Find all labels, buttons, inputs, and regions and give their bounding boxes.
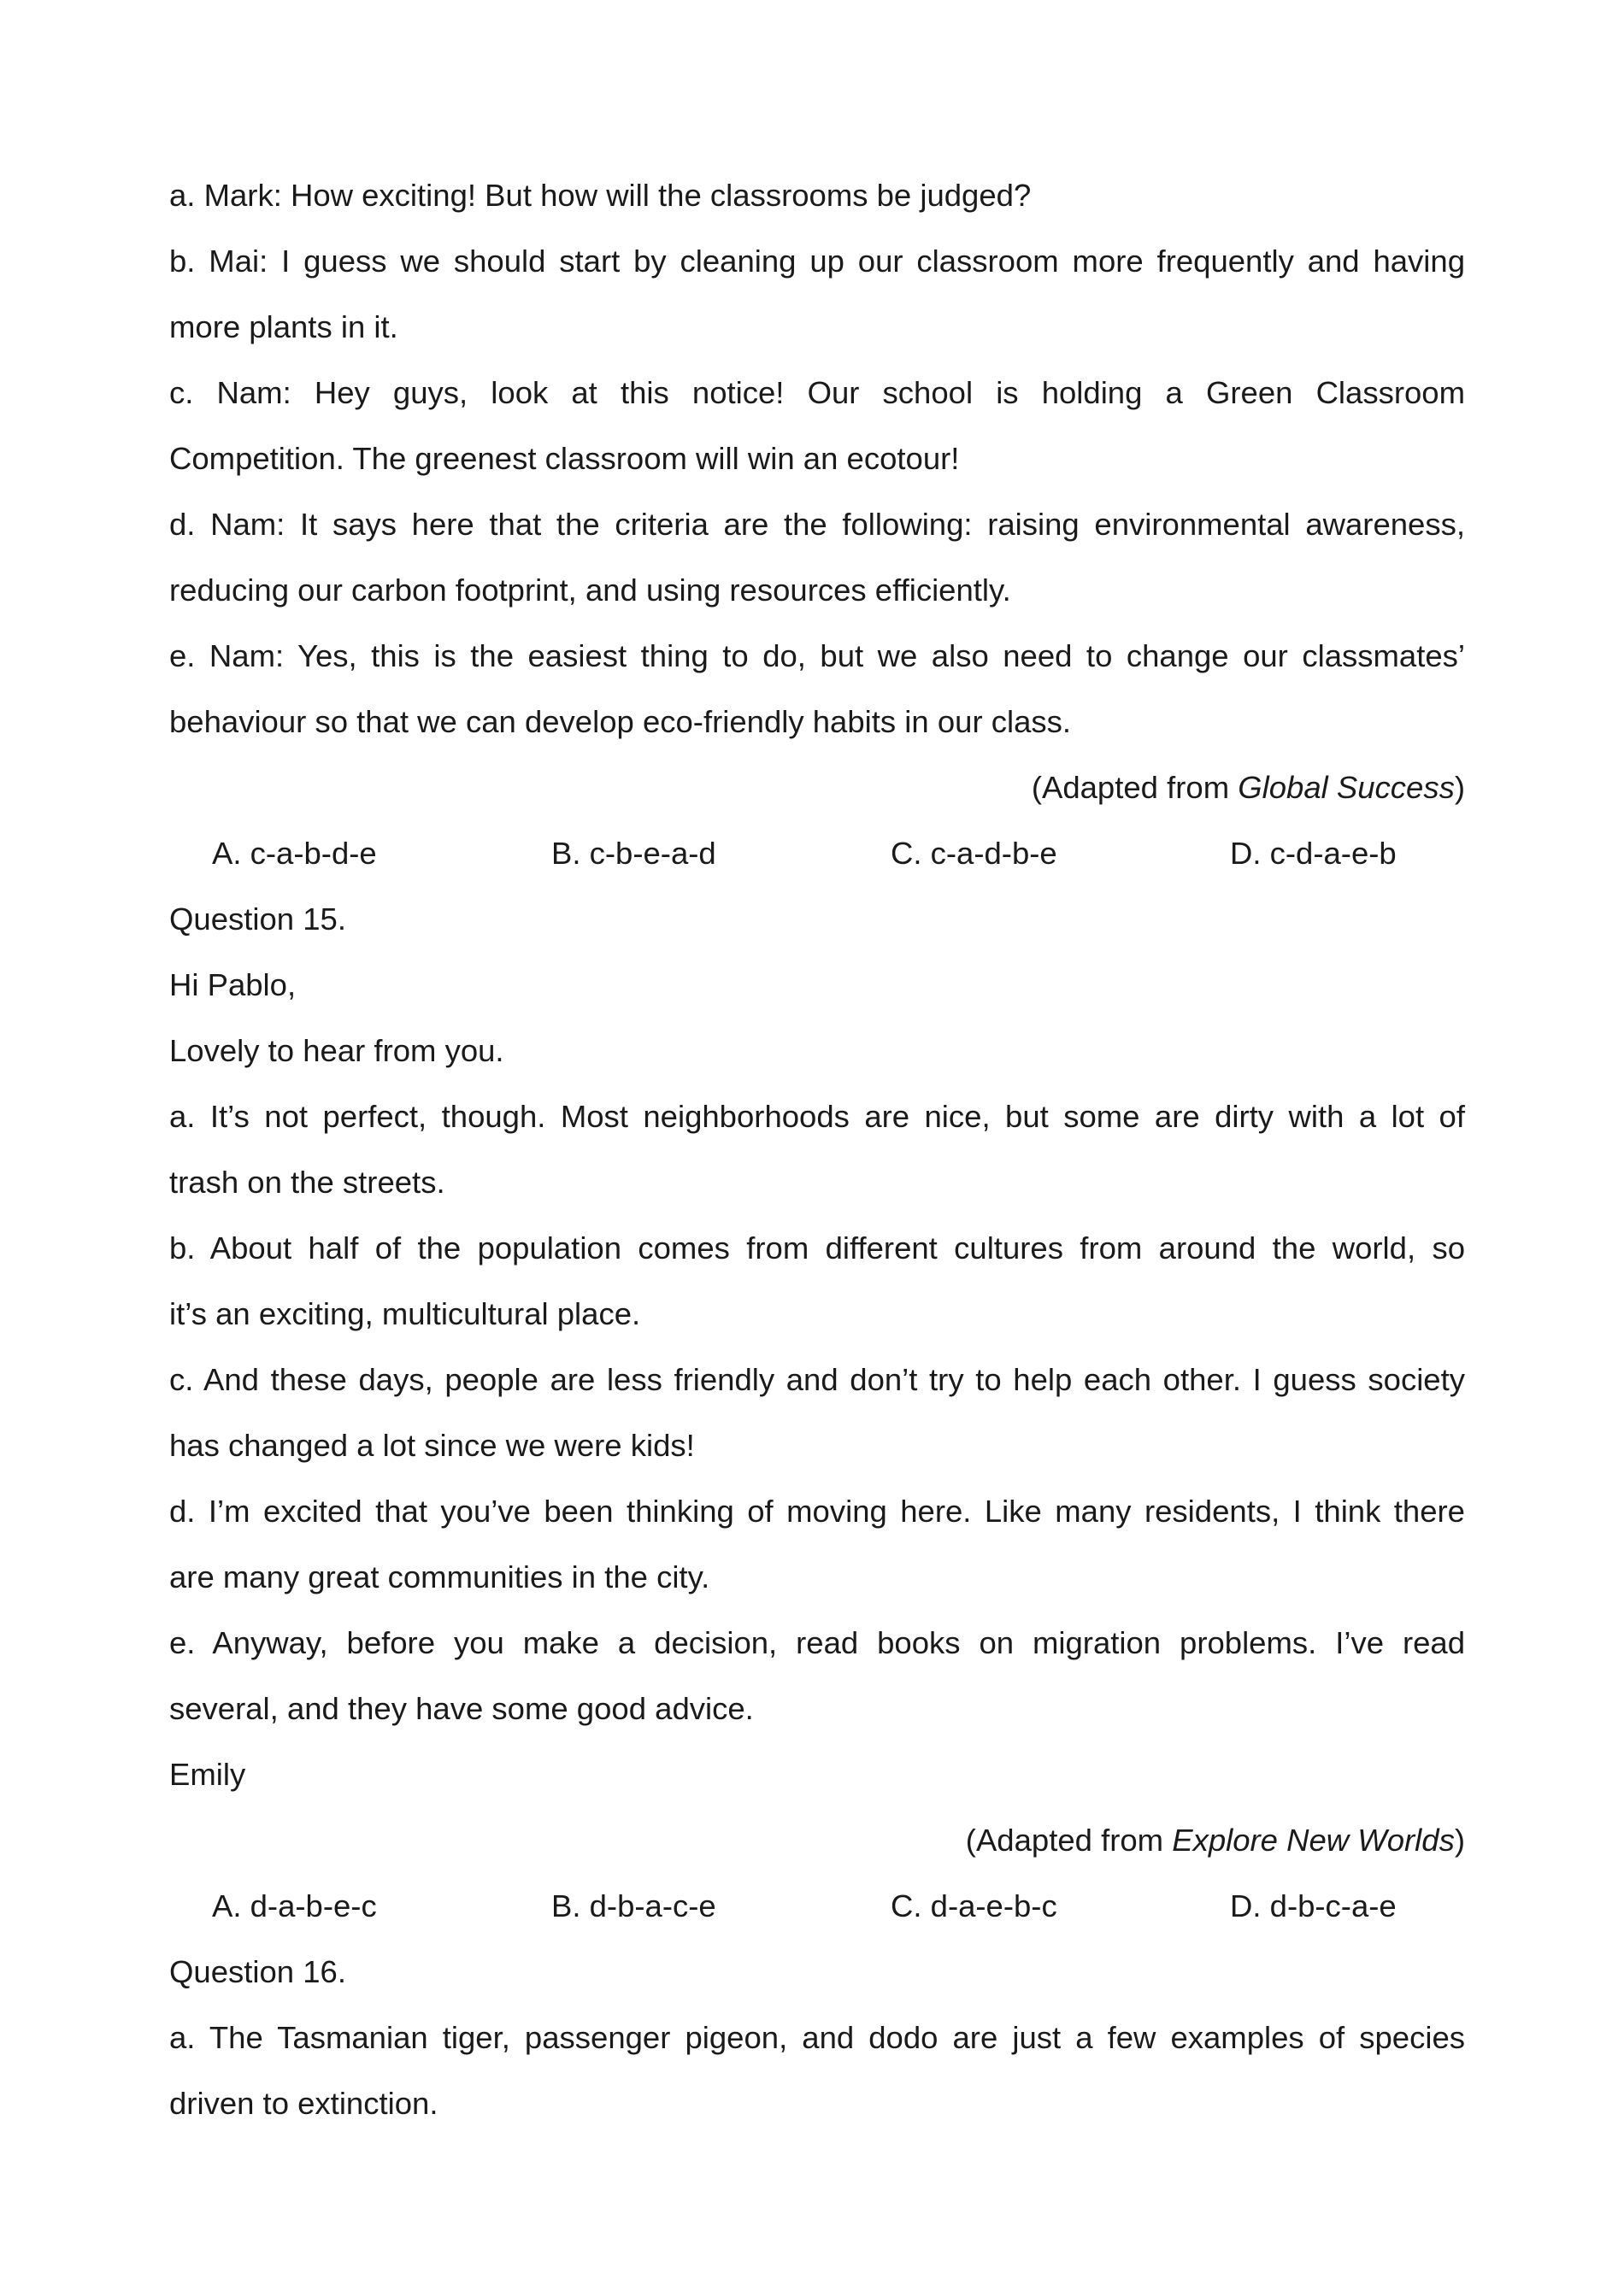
q15-line-b2: it’s an exciting, multicultural place.	[169, 1296, 641, 1331]
q14-option-c[interactable]: C. c-a-d-b-e	[891, 836, 1057, 871]
q15-line-c2: has changed a lot since we were kids!	[169, 1428, 695, 1463]
q16-line-a2: driven to extinction.	[169, 2086, 438, 2121]
q14-line-a: a. Mark: How exciting! But how will the classrooms be judged?	[169, 178, 1032, 213]
q14-source-title: Global Success	[1238, 770, 1455, 805]
q14-options	[169, 820, 1465, 886]
q15-option-d[interactable]: D. d-b-c-a-e	[1230, 1888, 1397, 1923]
q15-line-d2: are many great communities in the city.	[169, 1559, 710, 1594]
q15-line-d1: d. I’m excited that you’ve been thinking of moving here. Like many residents, I think there	[169, 1494, 1465, 1529]
q14-line-e2: behaviour so that we can develop eco-friendly habits in our class.	[169, 704, 1072, 739]
q14-line-d1: d. Nam: It says here that the criteria are the following: raising environmental awareness,	[169, 507, 1465, 542]
q15-line-a2: trash on the streets.	[169, 1165, 445, 1200]
q14-option-b[interactable]: B. c-b-e-a-d	[551, 836, 716, 871]
q15-line-c1: c. And these days, people are less friendly and don’t try to help each other. I guess society	[169, 1362, 1465, 1397]
q15-greeting: Hi Pablo,	[169, 967, 297, 1002]
q14-line-c1: c. Nam: Hey guys, look at this notice! Our school is holding a Green Classroom	[169, 375, 1465, 410]
q15-line-a1: a. It’s not perfect, though. Most neighborhoods are nice, but some are dirty with a lot of	[169, 1099, 1465, 1134]
q15-heading: Question 15.	[169, 901, 346, 937]
q14-line-b2: more plants in it.	[169, 309, 398, 344]
q14-line-d2: reducing our carbon footprint, and using resources efficiently.	[169, 573, 1011, 608]
q15-source-title: Explore New Worlds	[1172, 1823, 1455, 1858]
q15-source-suffix: )	[1454, 1823, 1465, 1858]
q14-source-suffix: )	[1454, 770, 1465, 805]
q15-source	[169, 1807, 1465, 1873]
q15-line-b1: b. About half of the population comes from different cultures from around the world, so	[169, 1230, 1465, 1265]
q16-heading: Question 16.	[169, 1954, 346, 1989]
q14-option-d[interactable]: D. c-d-a-e-b	[1230, 836, 1397, 871]
q14-source-prefix: (Adapted from	[1031, 770, 1239, 805]
q16-line-a1: a. The Tasmanian tiger, passenger pigeon, and dodo are just a few examples of species	[169, 2020, 1465, 2055]
q15-source-prefix: (Adapted from	[965, 1823, 1173, 1858]
q15-option-a[interactable]: A. d-a-b-e-c	[212, 1888, 377, 1923]
q14-line-c2: Competition. The greenest classroom will win an ecotour!	[169, 441, 960, 476]
q15-option-b[interactable]: B. d-b-a-c-e	[551, 1888, 716, 1923]
q14-line-b1: b. Mai: I guess we should start by cleaning up our classroom more frequently and having	[169, 244, 1465, 279]
q15-line-e2: several, and they have some good advice.	[169, 1691, 754, 1726]
q15-line-e1: e. Anyway, before you make a decision, read books on migration problems. I’ve read	[169, 1625, 1465, 1660]
q14-source	[169, 755, 1465, 820]
q14-line-e1: e. Nam: Yes, this is the easiest thing to do, but we also need to change our classmates’	[169, 638, 1465, 673]
q14-option-a[interactable]: A. c-a-b-d-e	[212, 836, 377, 871]
q15-option-c[interactable]: C. d-a-e-b-c	[891, 1888, 1057, 1923]
document-page	[169, 162, 1465, 2136]
q15-signature: Emily	[169, 1757, 246, 1792]
q15-opener: Lovely to hear from you.	[169, 1033, 504, 1068]
q15-options	[169, 1873, 1465, 1939]
